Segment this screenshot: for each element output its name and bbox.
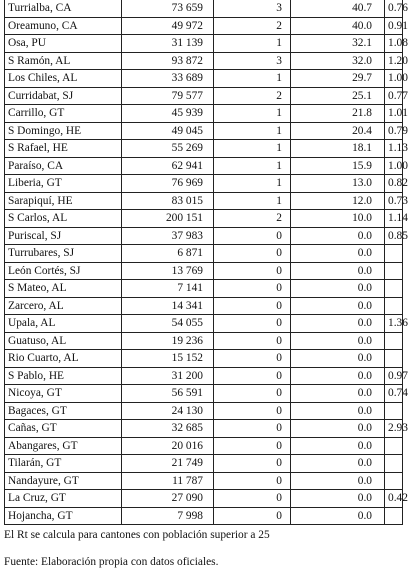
table-row (5, 472, 403, 490)
population-cell: 19 236 (122, 332, 214, 350)
rt-cell (385, 280, 403, 298)
rt-cell: 0.42 (385, 490, 403, 508)
table-row (5, 315, 403, 333)
cases-cell: 0 (214, 402, 291, 420)
cases-cell: 0 (214, 507, 291, 525)
rt-cell: 0.85 (385, 227, 403, 245)
population-cell: 27 090 (122, 490, 214, 508)
cases-cell: 0 (214, 315, 291, 333)
table-row (5, 122, 403, 140)
population-cell: 15 152 (122, 350, 214, 368)
cases-cell: 0 (214, 472, 291, 490)
canton-cell: Turrubares, SJ (5, 245, 122, 263)
table-row (5, 280, 403, 298)
table-row (5, 87, 403, 105)
rate-cell: 40.0 (291, 17, 385, 35)
table-row (5, 350, 403, 368)
rate-cell: 13.0 (291, 175, 385, 193)
rate-cell: 32.0 (291, 52, 385, 70)
table-row (5, 297, 403, 315)
rt-cell: 1.14 (385, 210, 403, 228)
canton-cell: Abangares, GT (5, 437, 122, 455)
cases-cell: 2 (214, 87, 291, 105)
rt-cell (385, 262, 403, 280)
rate-cell: 0.0 (291, 350, 385, 368)
notes (4, 528, 403, 570)
rt-cell: 1.08 (385, 35, 403, 53)
cases-cell: 0 (214, 385, 291, 403)
rt-cell: 1.01 (385, 105, 403, 123)
population-cell: 31 139 (122, 35, 214, 53)
cases-cell: 0 (214, 332, 291, 350)
rt-cell (385, 472, 403, 490)
rate-cell: 0.0 (291, 472, 385, 490)
cases-cell: 0 (214, 420, 291, 438)
rate-cell: 0.0 (291, 297, 385, 315)
rt-cell: 1.36 (385, 315, 403, 333)
table-row (5, 210, 403, 228)
rate-cell: 0.0 (291, 507, 385, 525)
rt-cell: 2.93 (385, 420, 403, 438)
population-cell: 6 871 (122, 245, 214, 263)
canton-cell: Osa, PU (5, 35, 122, 53)
cases-cell: 2 (214, 210, 291, 228)
population-cell: 33 689 (122, 70, 214, 88)
canton-cell: Nicoya, GT (5, 385, 122, 403)
canton-cell: Paraíso, CA (5, 157, 122, 175)
cases-cell: 1 (214, 140, 291, 158)
canton-cell: Liberia, GT (5, 175, 122, 193)
canton-cell: S Rafael, HE (5, 140, 122, 158)
rt-cell: 0.76 (385, 0, 403, 17)
table-row (5, 35, 403, 53)
population-cell: 62 941 (122, 157, 214, 175)
table-row (5, 157, 403, 175)
population-cell: 56 591 (122, 385, 214, 403)
rt-cell (385, 402, 403, 420)
rate-cell: 25.1 (291, 87, 385, 105)
cases-cell: 1 (214, 70, 291, 88)
canton-cell: Tilarán, GT (5, 455, 122, 473)
table-row (5, 420, 403, 438)
table-row (5, 490, 403, 508)
cases-cell: 0 (214, 280, 291, 298)
rate-cell: 20.4 (291, 122, 385, 140)
rt-cell: 0.97 (385, 367, 403, 385)
canton-cell: S Pablo, HE (5, 367, 122, 385)
population-cell: 14 341 (122, 297, 214, 315)
table-row (5, 455, 403, 473)
rate-cell: 21.8 (291, 105, 385, 123)
canton-cell: Nandayure, GT (5, 472, 122, 490)
rate-cell: 10.0 (291, 210, 385, 228)
population-cell: 54 055 (122, 315, 214, 333)
rate-cell: 0.0 (291, 437, 385, 455)
rt-cell: 1.20 (385, 52, 403, 70)
table-row (5, 507, 403, 525)
population-cell: 11 787 (122, 472, 214, 490)
rt-cell: 1.00 (385, 157, 403, 175)
table-row (5, 52, 403, 70)
rt-cell (385, 507, 403, 525)
population-cell: 83 015 (122, 192, 214, 210)
population-cell: 13 769 (122, 262, 214, 280)
cases-cell: 0 (214, 262, 291, 280)
rate-cell: 0.0 (291, 315, 385, 333)
population-cell: 73 659 (122, 0, 214, 17)
rt-cell: 1.13 (385, 140, 403, 158)
rt-cell (385, 245, 403, 263)
cases-cell: 1 (214, 35, 291, 53)
rate-cell: 29.7 (291, 70, 385, 88)
population-cell: 21 749 (122, 455, 214, 473)
population-cell: 37 983 (122, 227, 214, 245)
population-cell: 76 969 (122, 175, 214, 193)
table-body (5, 0, 408, 525)
rt-cell (385, 297, 403, 315)
rt-cell: 0.91 (385, 17, 403, 35)
table-row (5, 402, 403, 420)
table-row (5, 105, 403, 123)
rate-cell: 32.1 (291, 35, 385, 53)
canton-cell: Upala, AL (5, 315, 122, 333)
rate-cell: 0.0 (291, 262, 385, 280)
rt-cell: 1.00 (385, 70, 403, 88)
rt-cell: 0.82 (385, 175, 403, 193)
population-cell: 20 016 (122, 437, 214, 455)
document-page (4, 0, 408, 570)
cases-cell: 2 (214, 17, 291, 35)
table-row (5, 17, 403, 35)
cases-cell: 0 (214, 297, 291, 315)
population-cell: 79 577 (122, 87, 214, 105)
population-cell: 24 130 (122, 402, 214, 420)
rate-cell: 0.0 (291, 245, 385, 263)
population-cell: 93 872 (122, 52, 214, 70)
rate-cell: 0.0 (291, 280, 385, 298)
rate-cell: 0.0 (291, 227, 385, 245)
canton-cell: Puriscal, SJ (5, 227, 122, 245)
population-cell: 7 998 (122, 507, 214, 525)
cases-cell: 0 (214, 367, 291, 385)
population-cell: 200 151 (122, 210, 214, 228)
canton-cell: Curridabat, SJ (5, 87, 122, 105)
rate-cell: 0.0 (291, 490, 385, 508)
table-row (5, 367, 403, 385)
rt-cell (385, 455, 403, 473)
rate-cell: 0.0 (291, 367, 385, 385)
cases-cell: 0 (214, 227, 291, 245)
table-row (5, 262, 403, 280)
population-cell: 55 269 (122, 140, 214, 158)
canton-cell: La Cruz, GT (5, 490, 122, 508)
canton-cell: Rio Cuarto, AL (5, 350, 122, 368)
population-cell: 45 939 (122, 105, 214, 123)
rt-cell: 0.77 (385, 87, 403, 105)
rt-cell: 0.73 (385, 192, 403, 210)
cases-cell: 0 (214, 490, 291, 508)
cases-cell: 0 (214, 350, 291, 368)
table-row (5, 140, 403, 158)
table-row (5, 70, 403, 88)
population-cell: 49 045 (122, 122, 214, 140)
population-cell: 49 972 (122, 17, 214, 35)
canton-cell: León Cortés, SJ (5, 262, 122, 280)
rate-cell: 0.0 (291, 420, 385, 438)
cases-cell: 3 (214, 52, 291, 70)
table-row (5, 175, 403, 193)
table-row (5, 245, 403, 263)
rate-cell: 0.0 (291, 332, 385, 350)
cases-cell: 0 (214, 437, 291, 455)
cases-cell: 1 (214, 192, 291, 210)
canton-table (4, 0, 408, 525)
table-row (5, 332, 403, 350)
canton-cell: S Ramón, AL (5, 52, 122, 70)
cases-cell: 1 (214, 122, 291, 140)
rate-cell: 15.9 (291, 157, 385, 175)
canton-cell: Zarcero, AL (5, 297, 122, 315)
population-cell: 32 685 (122, 420, 214, 438)
rate-cell: 0.0 (291, 402, 385, 420)
rt-cell (385, 332, 403, 350)
canton-cell: Cañas, GT (5, 420, 122, 438)
rt-cell: 0.79 (385, 122, 403, 140)
canton-cell: Oreamuno, CA (5, 17, 122, 35)
canton-cell: Turrialba, CA (5, 0, 122, 17)
table-row (5, 437, 403, 455)
rt-cell: 0.74 (385, 385, 403, 403)
canton-cell: Guatuso, AL (5, 332, 122, 350)
canton-cell: Bagaces, GT (5, 402, 122, 420)
canton-cell: Carrillo, GT (5, 105, 122, 123)
cases-cell: 1 (214, 175, 291, 193)
rate-cell: 0.0 (291, 385, 385, 403)
cases-cell: 0 (214, 455, 291, 473)
cases-cell: 0 (214, 245, 291, 263)
rate-cell: 12.0 (291, 192, 385, 210)
rt-cell (385, 350, 403, 368)
rate-cell: 0.0 (291, 455, 385, 473)
rate-cell: 18.1 (291, 140, 385, 158)
rate-cell: 40.7 (291, 0, 385, 17)
table-row (5, 192, 403, 210)
source-note: Fuente: Elaboración propia con datos oficiales. (4, 556, 219, 568)
canton-cell: Los Chiles, AL (5, 70, 122, 88)
canton-cell: S Domingo, HE (5, 122, 122, 140)
canton-cell: S Mateo, AL (5, 280, 122, 298)
table-row (5, 385, 403, 403)
canton-cell: S Carlos, AL (5, 210, 122, 228)
table-row (5, 0, 403, 17)
canton-cell: Sarapiquí, HE (5, 192, 122, 210)
cases-cell: 1 (214, 157, 291, 175)
population-cell: 31 200 (122, 367, 214, 385)
canton-cell: Hojancha, GT (5, 507, 122, 525)
table-row (5, 227, 403, 245)
cases-cell: 1 (214, 105, 291, 123)
cases-cell: 3 (214, 0, 291, 17)
rt-note: El Rt se calcula para cantones con población superior a 25 (4, 529, 270, 541)
rt-cell (385, 437, 403, 455)
population-cell: 7 141 (122, 280, 214, 298)
